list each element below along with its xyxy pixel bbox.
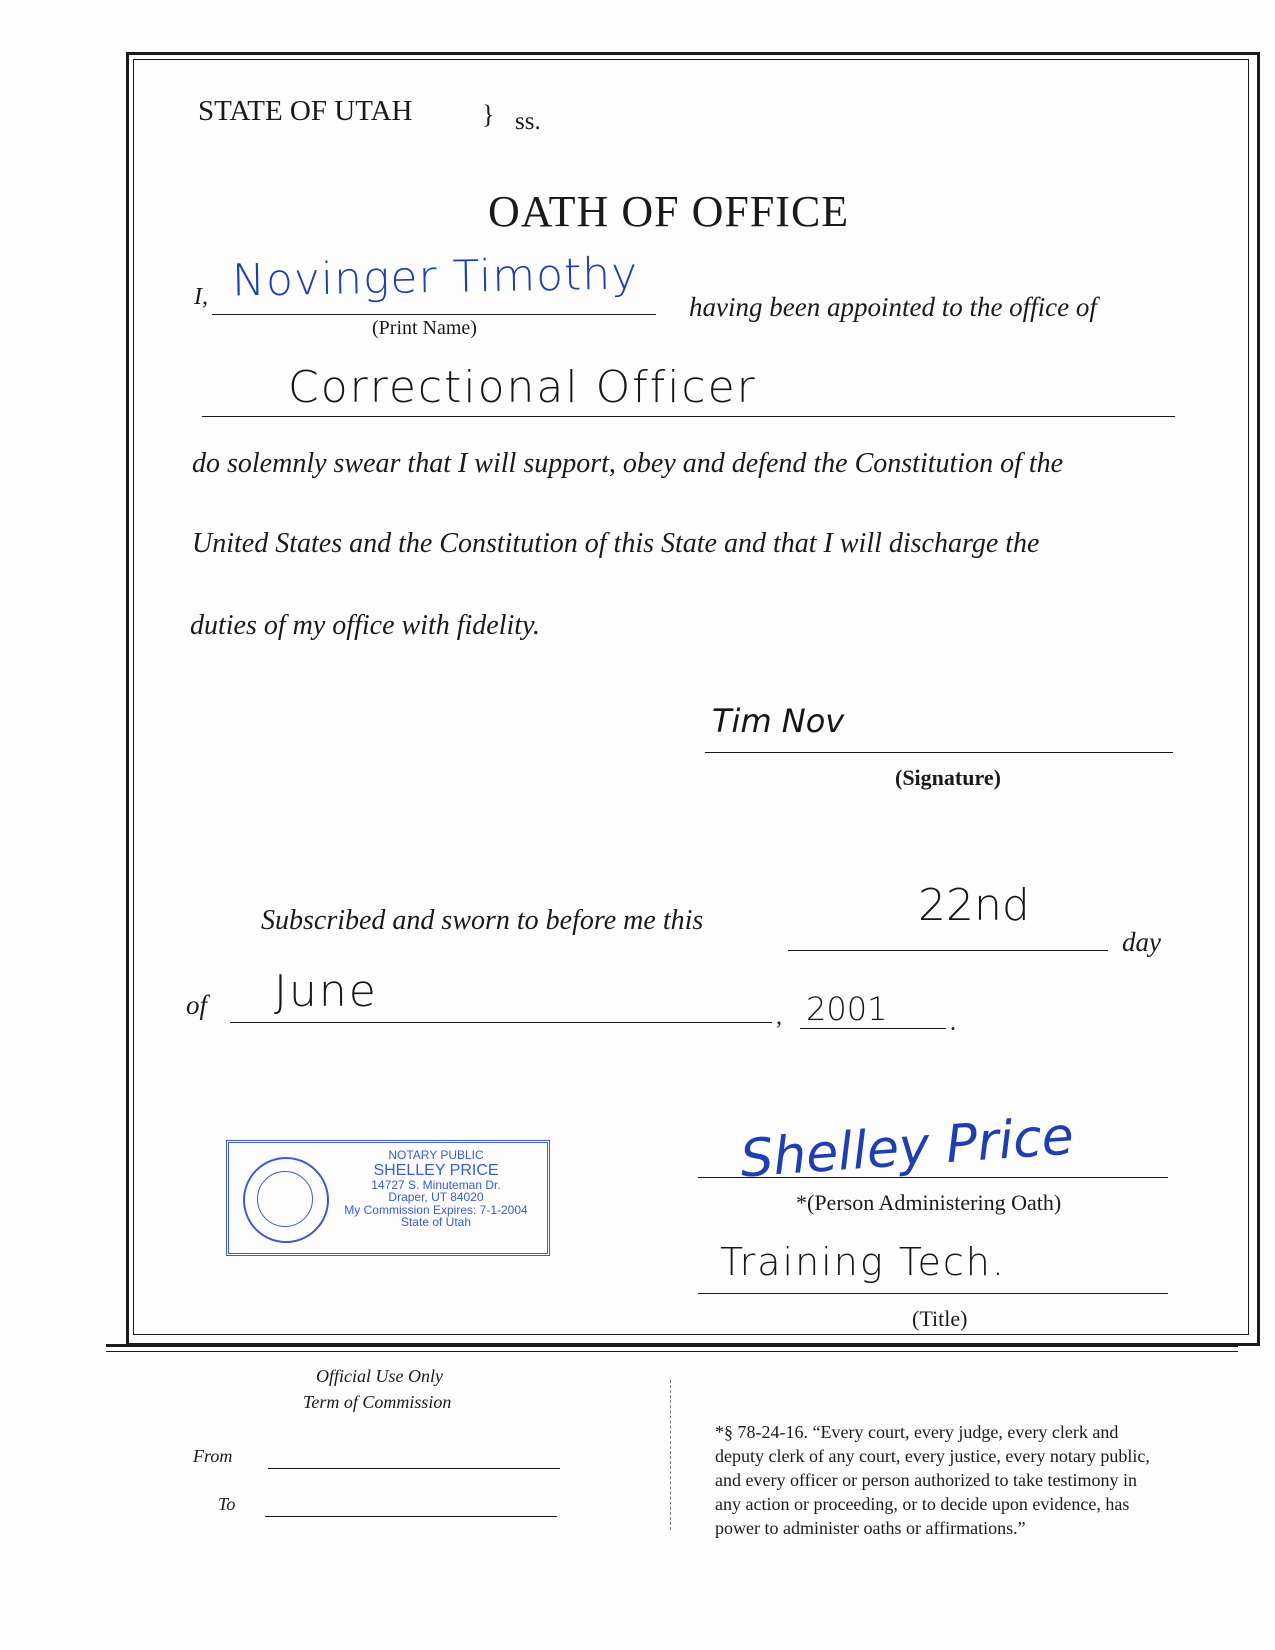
to-label: To: [218, 1494, 236, 1514]
notary-city: Draper, UT 84020: [388, 1190, 484, 1204]
day-label: day: [1122, 927, 1161, 957]
footnote-line-4: any action or proceeding, or to decide upon evidence, has: [715, 1494, 1130, 1514]
office-handwritten: Correctional Officer: [288, 362, 757, 413]
notary-address: 14727 S. Minuteman Dr.: [371, 1177, 501, 1192]
notary-public-label: NOTARY PUBLIC: [388, 1148, 484, 1162]
year-line: [800, 1028, 946, 1029]
page-title: OATH OF OFFICE: [488, 187, 850, 236]
oath-taker-signature: Tim Nov: [712, 702, 845, 740]
footnote: [715, 1420, 1150, 1540]
state-heading: STATE OF UTAH: [198, 95, 413, 127]
name-handwritten: Novinger Timothy: [231, 248, 639, 307]
notary-state: State of Utah: [400, 1215, 472, 1229]
title-handwritten: Training Tech.: [720, 1240, 1006, 1284]
brace-symbol: }: [482, 100, 495, 129]
to-line: [265, 1516, 557, 1517]
notary-expiration: My Commission Expires: 7-1-2004: [344, 1202, 528, 1217]
notary-name: SHELLEY PRICE: [373, 1161, 499, 1179]
i-label: I,: [194, 284, 208, 310]
comma-mark: ,: [776, 1004, 782, 1030]
month-handwritten: June: [274, 966, 378, 1017]
appointed-text: having been appointed to the office of: [689, 292, 1097, 322]
footnote-line-5: power to administer oaths or affirmations.”: [715, 1518, 1026, 1538]
bottom-rule-thick: [106, 1344, 1238, 1347]
name-line: [212, 314, 656, 315]
day-handwritten: 22nd: [918, 880, 1030, 931]
oath-text-line-2: United States and the Constitution of this State and that I will discharge the: [192, 528, 1040, 559]
administrator-signature-line: [698, 1177, 1168, 1178]
year-handwritten: 2001: [806, 990, 888, 1028]
signature-line: [705, 752, 1173, 753]
from-line: [268, 1468, 560, 1469]
title-caption: (Title): [912, 1306, 968, 1331]
footnote-line-1: *§ 78-24-16. “Every court, every judge, every clerk and: [715, 1422, 1119, 1442]
term-of-commission-label: Term of Commission: [303, 1392, 452, 1412]
footnote-line-2: deputy clerk of any court, every justice, every notary public,: [715, 1446, 1150, 1466]
office-line: [202, 416, 1175, 417]
footnote-line-3: and every officer or person authorized to take testimony in: [715, 1470, 1138, 1490]
period-mark: .: [950, 1010, 956, 1036]
section-divider: [670, 1380, 671, 1530]
print-name-caption: (Print Name): [372, 317, 477, 339]
state-seal-icon: [243, 1157, 329, 1243]
subscribed-text: Subscribed and sworn to before me this: [261, 905, 704, 936]
month-line: [230, 1022, 772, 1023]
title-line: [698, 1293, 1168, 1294]
day-line: [788, 950, 1108, 951]
signature-caption: (Signature): [895, 765, 1001, 790]
ss-label: ss.: [515, 108, 541, 135]
notary-stamp: [226, 1140, 550, 1256]
administrator-signature: Shelley Price: [738, 1106, 1076, 1190]
from-label: From: [193, 1446, 233, 1466]
oath-text-line-1: do solemnly swear that I will support, obey and defend the Constitution of the: [192, 448, 1064, 479]
oath-text-line-3: duties of my office with fidelity.: [190, 610, 540, 641]
bottom-rule-thin: [106, 1351, 1238, 1352]
official-use-label: Official Use Only: [316, 1366, 443, 1386]
of-label: of: [186, 990, 208, 1020]
administrator-caption: *(Person Administering Oath): [796, 1190, 1062, 1215]
